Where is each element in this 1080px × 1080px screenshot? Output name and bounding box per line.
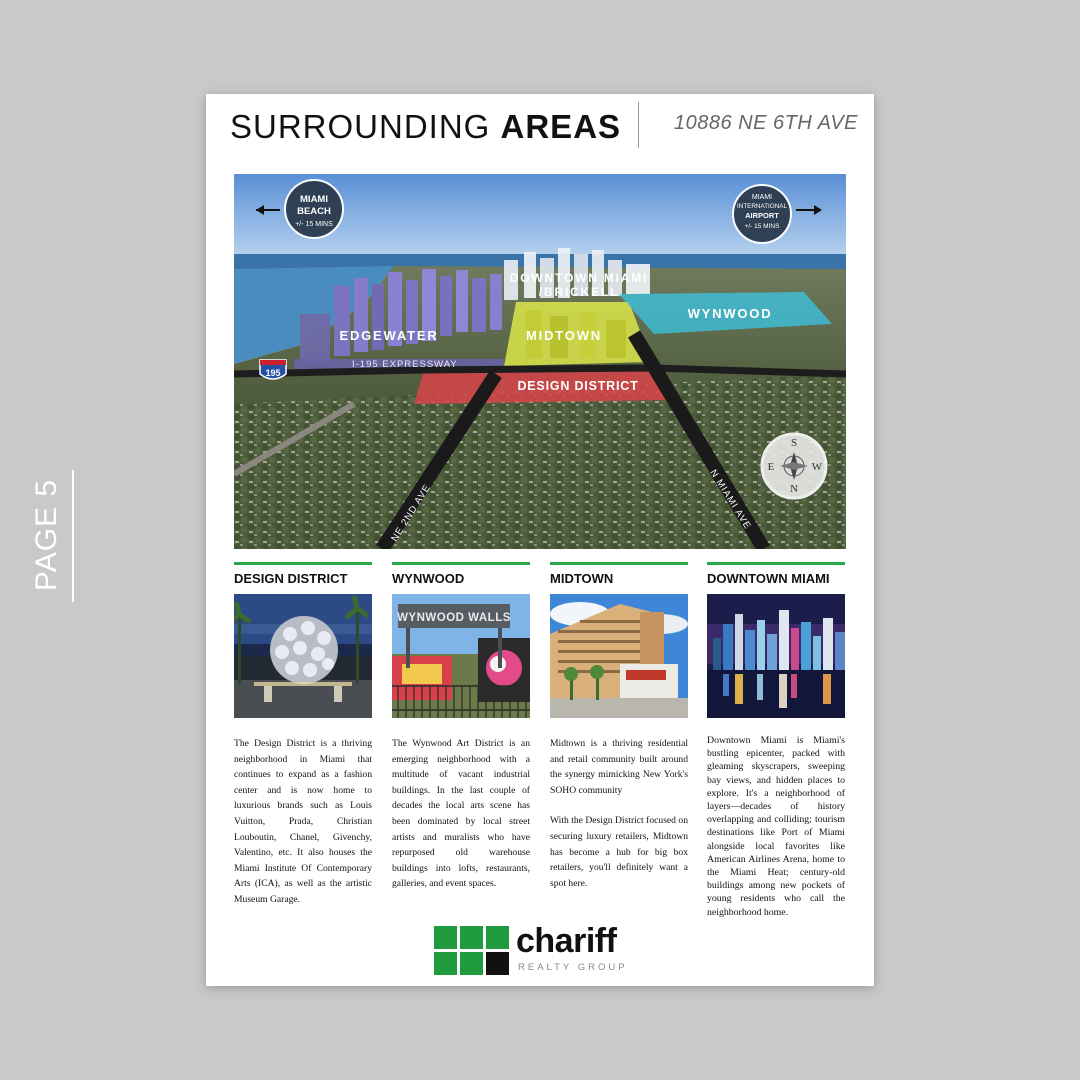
midtown-description — [550, 736, 688, 891]
midtown-label: MIDTOWN — [526, 328, 602, 343]
compass-w: W — [811, 461, 823, 473]
downtown-miami-description — [707, 734, 845, 919]
road-right-label: N MIAMI AVE — [707, 467, 754, 532]
downtown-miami-column — [707, 562, 845, 919]
design-district-photo — [234, 594, 372, 718]
column-title: WYNWOOD — [392, 571, 465, 586]
paragraph: The Wynwood Art District is an emerging neighborhood with a multitude of vacant industrial buildings. In the last couple of decades the local arts scene has been dominated by local street artists and muralists who have repurposed old warehouse buildings into lofts, restaurants, galleries, and event spaces. — [392, 738, 530, 890]
badge-right-line4: +/- 15 MINS — [744, 223, 780, 230]
downtown-label-1: DOWNTOWN MIAMI — [509, 271, 649, 285]
column-title: DESIGN DISTRICT — [234, 571, 348, 586]
paragraph: The Design District is a thriving neighborhood in Miami that continues to expand as a fashion center and is now home to luxurious brands such as Louis Vuitton, Prada, Christian Louboutin, Chanel, Givenchy, Valentino, etc. It also houses the Miami Institute Of Contemporary Arts (ICA), as well as the artistic Museum Garage. — [234, 738, 372, 905]
header-divider — [638, 102, 639, 148]
badge-right-line3: AIRPORT — [745, 211, 779, 220]
paragraph: With the Design District focused on securing luxury retailers, Midtown has become a hub for big box retailers, you'll definitely want a spot here. — [550, 815, 688, 889]
wynwood-photo — [392, 594, 530, 718]
wynwood-label: WYNWOOD — [687, 306, 773, 321]
badge-right-line1: MIAMI — [751, 194, 773, 201]
interstate-shield — [260, 360, 286, 379]
title-light: SURROUNDING — [230, 108, 491, 145]
brochure-page — [206, 94, 874, 986]
design-district-column — [234, 562, 372, 908]
shield-number: 195 — [265, 368, 281, 378]
design-district-label: DESIGN DISTRICT — [517, 379, 639, 393]
downtown-label-2: /BRICKELL — [538, 285, 620, 299]
miami-beach-badge — [285, 180, 343, 238]
midtown-column — [550, 562, 688, 891]
page-number-label — [30, 470, 64, 600]
logo-mark-icon — [434, 926, 510, 974]
badge-left-line2: BEACH — [297, 206, 331, 217]
compass-e: E — [767, 461, 775, 473]
expressway-label: I-195 EXPRESSWAY — [352, 359, 458, 370]
compass-n: N — [790, 483, 798, 495]
compass-icon — [762, 434, 826, 498]
wynwood-column — [392, 562, 530, 892]
column-rule — [234, 562, 372, 565]
aerial-map — [234, 174, 846, 549]
paragraph: Midtown is a thriving residential and retail community built around the synergy mimicking New York's SOHO community — [550, 738, 688, 796]
paragraph: Downtown Miami is Miami's bustling epicenter, packed with gleaming skyscrapers, sweeping bay views, and hidden places to explore. It's a neighborhood of layers—decades of history overlapping and colliding; tourism destinations like Port of Miami alongside local favorites like American Airlines Arena, home to the Miami Heat; century-old buildings among new pockets of young residents who call the neighborhood home. — [707, 735, 845, 918]
logo-name: chariff — [516, 922, 617, 960]
midtown-photo — [550, 594, 688, 718]
page-number-text: PAGE 5 — [30, 478, 63, 592]
column-rule — [392, 562, 530, 565]
design-district-description — [234, 736, 372, 908]
downtown-miami-photo — [707, 594, 845, 718]
edgewater-label: EDGEWATER — [339, 328, 439, 343]
chariff-logo — [434, 922, 654, 976]
page-title — [230, 108, 621, 146]
wynwood-walls-sign: WYNWOOD WALLS — [397, 612, 511, 624]
wynwood-description — [392, 736, 530, 892]
badge-left-line3: +/- 15 MINS — [295, 221, 333, 228]
column-title: DOWNTOWN MIAMI — [707, 571, 830, 586]
road-left-label: NE 2ND AVE — [389, 482, 434, 544]
column-rule — [707, 562, 845, 565]
column-rule — [550, 562, 688, 565]
column-title: MIDTOWN — [550, 571, 614, 586]
property-address: 10886 NE 6TH AVE — [674, 112, 859, 134]
compass-s: S — [790, 437, 798, 449]
airport-badge — [733, 185, 791, 243]
badge-left-line1: MIAMI — [300, 194, 328, 205]
badge-right-line2: INTERNATIONAL — [737, 203, 787, 210]
title-bold: AREAS — [500, 108, 622, 145]
page-label-rule — [72, 470, 74, 602]
logo-tagline: REALTY GROUP — [518, 962, 628, 973]
